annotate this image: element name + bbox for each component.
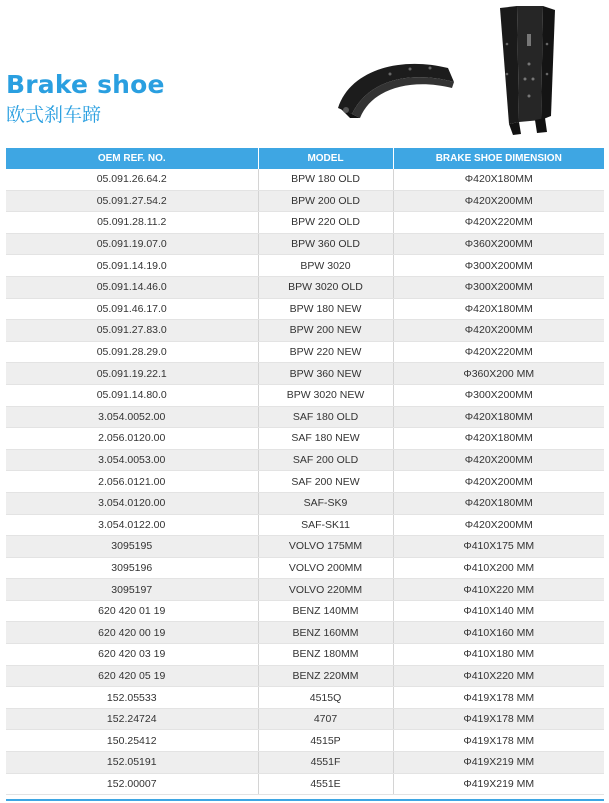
cell-dimension: Φ420X180MM (393, 492, 604, 514)
table-row (6, 406, 604, 428)
cell-oem-ref: 3095195 (6, 536, 258, 558)
table-row (6, 536, 604, 558)
cell-model: SAF 180 OLD (258, 406, 393, 428)
cell-dimension: Φ410X140 MM (393, 600, 604, 622)
cell-model: SAF 180 NEW (258, 428, 393, 450)
brake-shoe-front-image (495, 4, 560, 136)
table-row (6, 384, 604, 406)
cell-oem-ref: 05.091.27.83.0 (6, 320, 258, 342)
cell-dimension: Φ419X219 MM (393, 752, 604, 774)
title-english: Brake shoe (6, 70, 165, 99)
cell-oem-ref: 3.054.0052.00 (6, 406, 258, 428)
bottom-divider (6, 799, 604, 801)
cell-dimension: Φ419X178 MM (393, 687, 604, 709)
table-row (6, 773, 604, 795)
table-row (6, 600, 604, 622)
cell-dimension: Φ300X200MM (393, 384, 604, 406)
cell-model: SAF 200 NEW (258, 471, 393, 493)
table-row (6, 255, 604, 277)
table-row (6, 320, 604, 342)
cell-model: BENZ 140MM (258, 600, 393, 622)
table-row (6, 341, 604, 363)
cell-model: VOLVO 175MM (258, 536, 393, 558)
cell-oem-ref: 3.054.0120.00 (6, 492, 258, 514)
cell-dimension: Φ420X200MM (393, 471, 604, 493)
cell-model: 4551E (258, 773, 393, 795)
cell-dimension: Φ420X180MM (393, 406, 604, 428)
cell-dimension: Φ410X175 MM (393, 536, 604, 558)
table-row (6, 752, 604, 774)
cell-oem-ref: 05.091.46.17.0 (6, 298, 258, 320)
table-row (6, 708, 604, 730)
header-model: MODEL (258, 148, 393, 169)
cell-oem-ref: 05.091.14.80.0 (6, 384, 258, 406)
cell-model: BENZ 180MM (258, 644, 393, 666)
cell-dimension: Φ420X200MM (393, 190, 604, 212)
table-row (6, 514, 604, 536)
cell-dimension: Φ410X160 MM (393, 622, 604, 644)
cell-model: VOLVO 220MM (258, 579, 393, 601)
table-row (6, 471, 604, 493)
cell-model: SAF-SK11 (258, 514, 393, 536)
cell-dimension: Φ300X200MM (393, 255, 604, 277)
cell-model: BPW 200 OLD (258, 190, 393, 212)
cell-oem-ref: 2.056.0120.00 (6, 428, 258, 450)
title-chinese: 欧式刹车蹄 (6, 104, 102, 126)
cell-dimension: Φ420X200MM (393, 320, 604, 342)
cell-model: BPW 180 NEW (258, 298, 393, 320)
table-row (6, 665, 604, 687)
cell-dimension: Φ420X200MM (393, 514, 604, 536)
cell-oem-ref: 620 420 03 19 (6, 644, 258, 666)
cell-model: 4515P (258, 730, 393, 752)
cell-dimension: Φ420X200MM (393, 449, 604, 471)
cell-oem-ref: 05.091.26.64.2 (6, 169, 258, 190)
brake-shoe-side-image (330, 52, 460, 124)
table-row (6, 212, 604, 234)
cell-dimension: Φ300X200MM (393, 276, 604, 298)
cell-oem-ref: 152.05191 (6, 752, 258, 774)
table-row (6, 428, 604, 450)
cell-oem-ref: 620 420 05 19 (6, 665, 258, 687)
cell-oem-ref: 2.056.0121.00 (6, 471, 258, 493)
cell-oem-ref: 05.091.14.46.0 (6, 276, 258, 298)
cell-dimension: Φ420X220MM (393, 212, 604, 234)
header-dimension: BRAKE SHOE DIMENSION (393, 148, 604, 169)
cell-model: VOLVO 200MM (258, 557, 393, 579)
cell-oem-ref: 05.091.19.07.0 (6, 233, 258, 255)
cell-dimension: Φ420X180MM (393, 428, 604, 450)
cell-oem-ref: 152.24724 (6, 708, 258, 730)
cell-oem-ref: 05.091.19.22.1 (6, 363, 258, 385)
cell-oem-ref: 05.091.14.19.0 (6, 255, 258, 277)
cell-model: BPW 3020 OLD (258, 276, 393, 298)
table-row (6, 687, 604, 709)
cell-oem-ref: 150.25412 (6, 730, 258, 752)
cell-model: SAF 200 OLD (258, 449, 393, 471)
cell-model: BENZ 220MM (258, 665, 393, 687)
brake-shoe-table (6, 148, 604, 795)
table-row (6, 622, 604, 644)
table-row (6, 449, 604, 471)
table-row (6, 730, 604, 752)
cell-model: BPW 360 OLD (258, 233, 393, 255)
table-row (6, 276, 604, 298)
cell-model: BPW 180 OLD (258, 169, 393, 190)
cell-oem-ref: 3.054.0122.00 (6, 514, 258, 536)
cell-dimension: Φ410X200 MM (393, 557, 604, 579)
cell-oem-ref: 152.00007 (6, 773, 258, 795)
cell-oem-ref: 3.054.0053.00 (6, 449, 258, 471)
cell-model: BENZ 160MM (258, 622, 393, 644)
header-oem-ref: OEM REF. NO. (6, 148, 258, 169)
cell-dimension: Φ420X180MM (393, 169, 604, 190)
cell-oem-ref: 05.091.27.54.2 (6, 190, 258, 212)
cell-dimension: Φ360X200 MM (393, 363, 604, 385)
cell-oem-ref: 152.05533 (6, 687, 258, 709)
table-row (6, 579, 604, 601)
cell-model: SAF-SK9 (258, 492, 393, 514)
table-row (6, 644, 604, 666)
cell-model: BPW 220 OLD (258, 212, 393, 234)
table-row (6, 169, 604, 190)
table-row (6, 233, 604, 255)
cell-dimension: Φ419X178 MM (393, 708, 604, 730)
cell-dimension: Φ420X220MM (393, 341, 604, 363)
cell-oem-ref: 3095196 (6, 557, 258, 579)
cell-model: BPW 200 NEW (258, 320, 393, 342)
cell-model: BPW 220 NEW (258, 341, 393, 363)
cell-oem-ref: 620 420 01 19 (6, 600, 258, 622)
table-row (6, 492, 604, 514)
cell-model: 4515Q (258, 687, 393, 709)
table-row (6, 363, 604, 385)
cell-dimension: Φ420X180MM (393, 298, 604, 320)
cell-dimension: Φ410X220 MM (393, 579, 604, 601)
table-row (6, 557, 604, 579)
cell-dimension: Φ410X220 MM (393, 665, 604, 687)
cell-model: BPW 3020 NEW (258, 384, 393, 406)
cell-model: 4551F (258, 752, 393, 774)
cell-dimension: Φ419X219 MM (393, 773, 604, 795)
cell-oem-ref: 05.091.28.11.2 (6, 212, 258, 234)
cell-model: BPW 3020 (258, 255, 393, 277)
cell-model: BPW 360 NEW (258, 363, 393, 385)
cell-oem-ref: 3095197 (6, 579, 258, 601)
cell-dimension: Φ419X178 MM (393, 730, 604, 752)
cell-model: 4707 (258, 708, 393, 730)
cell-oem-ref: 620 420 00 19 (6, 622, 258, 644)
table-header-row (6, 148, 604, 169)
cell-dimension: Φ360X200MM (393, 233, 604, 255)
cell-oem-ref: 05.091.28.29.0 (6, 341, 258, 363)
table-row (6, 190, 604, 212)
cell-dimension: Φ410X180 MM (393, 644, 604, 666)
table-row (6, 298, 604, 320)
